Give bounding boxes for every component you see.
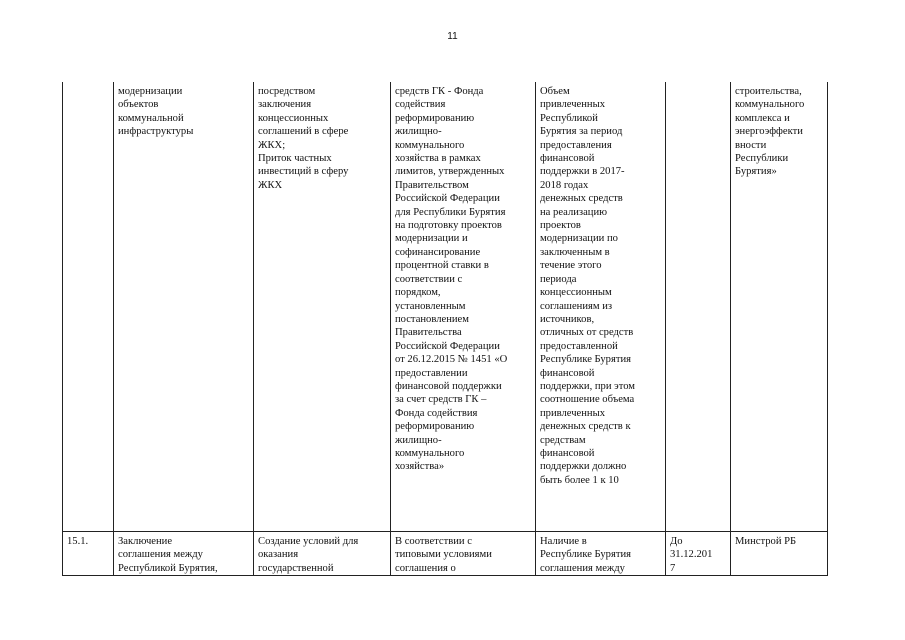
table-cell-measure: Заключение соглашения между Республикой Бурятия, bbox=[114, 532, 254, 576]
table-cell-deadline bbox=[666, 82, 731, 532]
table-cell-goal: Создание условий для оказания государственной bbox=[254, 532, 391, 576]
document-table bbox=[62, 82, 828, 576]
table-cell-responsible: строительства, коммунального комплекса и энергоэффекти вности Республики Бурятия» bbox=[731, 82, 828, 532]
table-cell-indicator: Наличие в Республике Бурятия соглашения между bbox=[536, 532, 666, 576]
table-cell-deadline: До 31.12.201 7 bbox=[666, 532, 731, 576]
table-cell-indicator: Объем привлеченных Республикой Бурятия за период предоставления финансовой поддержки в 2017- 2018 годах денежных средств на реализацию проектов модернизации по заключенным в течение этого периода концессионным соглашениям из источников, отличных от средств предоставленной Республике Бурятия финансовой поддержки, при этом соотношение объема привлеченных денежных средств к средствам финансовой поддержки должно быть более 1 к 10 bbox=[536, 82, 666, 532]
table-cell-mechanism: средств ГК - Фонда содействия реформированию жилищно- коммунального хозяйства в рамках лимитов, утвержденных Правительством Российской Федерации для Республики Бурятия на подготовку проектов модернизации и софинансирование процентной ставки в соответствии с порядком, установленным постановлением Правительства Российской Федерации от 26.12.2015 № 1451 «О предоставлении финансовой поддержки за счет средств ГК – Фонда содействия реформированию жилищно- коммунального хозяйства» bbox=[391, 82, 536, 532]
table-cell-mechanism: В соответствии с типовыми условиями соглашения о bbox=[391, 532, 536, 576]
table-row bbox=[63, 532, 828, 576]
table-cell-number bbox=[63, 82, 114, 532]
table-cell-number: 15.1. bbox=[63, 532, 114, 576]
table-cell-measure: модернизации объектов коммунальной инфраструктуры bbox=[114, 82, 254, 532]
table-cell-goal: посредством заключения концессионных соглашений в сфере ЖКХ; Приток частных инвестиций в сферу ЖКХ bbox=[254, 82, 391, 532]
table-cell-responsible: Минстрой РБ bbox=[731, 532, 828, 576]
page-number: 11 bbox=[447, 31, 458, 42]
table-row bbox=[63, 82, 828, 532]
